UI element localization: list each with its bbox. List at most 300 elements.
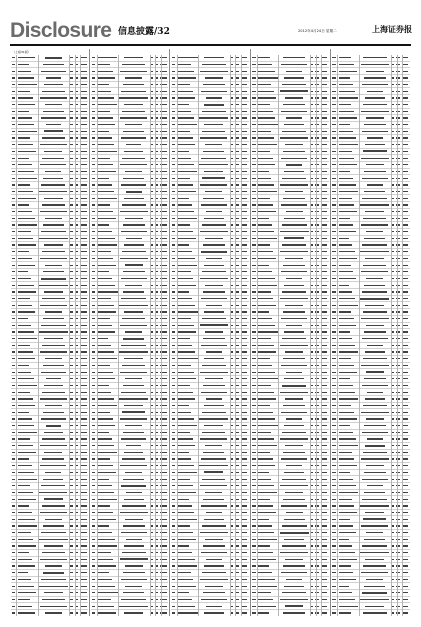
table-cell: [364, 124, 386, 125]
table-cell: [281, 505, 308, 506]
table-cell: [155, 158, 158, 159]
table-cell: [321, 358, 327, 359]
table-cell: [396, 499, 399, 500]
table-cell: [321, 405, 327, 406]
table-cell: [69, 532, 72, 533]
table-cell: [391, 104, 394, 105]
table-cell: [321, 452, 327, 453]
table-cell: [160, 77, 166, 78]
table-cell: [258, 211, 275, 212]
table-cell: [69, 137, 72, 138]
table-cell: [339, 465, 357, 466]
table-cell: [178, 311, 197, 312]
table-cell: [12, 438, 15, 439]
table-cell: [160, 499, 166, 500]
table-cell: [155, 184, 158, 185]
table-cell: [332, 57, 335, 58]
table-cell: [150, 238, 153, 239]
table-cell: [339, 198, 352, 199]
table-cell: [203, 452, 224, 453]
table-cell: [172, 458, 175, 459]
table-cell: [75, 539, 78, 540]
table-cell: [150, 251, 153, 252]
table-cell: [235, 432, 238, 433]
table-cell: [310, 124, 313, 125]
table-cell: [150, 552, 153, 553]
table-cell: [241, 445, 247, 446]
table-cell: [310, 144, 313, 145]
table-cell: [41, 579, 66, 580]
table-cell: [80, 438, 86, 439]
table-row: [91, 102, 168, 109]
table-row: [11, 309, 88, 316]
table-cell: [150, 572, 153, 573]
table-cell: [92, 378, 95, 379]
table-cell: [12, 211, 15, 212]
table-cell: [12, 358, 15, 359]
table-cell: [200, 278, 228, 279]
table-cell: [396, 592, 399, 593]
table-row: [332, 316, 410, 323]
table-cell: [150, 224, 153, 225]
table-cell: [235, 372, 238, 373]
table-cell: [258, 64, 272, 65]
table-cell: [12, 178, 15, 179]
table-cell: [315, 244, 318, 245]
table-row: [252, 336, 329, 343]
table-cell: [396, 438, 399, 439]
table-cell: [391, 111, 394, 112]
table-cell: [123, 84, 144, 85]
table-cell: [321, 472, 327, 473]
table-cell: [98, 492, 114, 493]
table-cell: [69, 224, 72, 225]
table-row: [171, 463, 248, 470]
table-cell: [332, 432, 335, 433]
table-row: [332, 470, 410, 477]
table-cell: [92, 285, 95, 286]
table-cell: [315, 117, 318, 118]
table-cell: [332, 358, 335, 359]
table-cell: [252, 492, 255, 493]
table-cell: [280, 231, 309, 232]
table-cell: [206, 559, 222, 560]
table-cell: [150, 198, 153, 199]
table-row: [11, 229, 88, 236]
table-row: [11, 503, 88, 510]
table-cell: [361, 412, 389, 413]
table-row: [332, 530, 410, 537]
table-cell: [122, 251, 146, 252]
table-row: [91, 610, 168, 616]
table-cell: [80, 151, 86, 152]
table-cell: [321, 191, 327, 192]
table-row: [91, 316, 168, 323]
table-cell: [69, 131, 72, 132]
table-cell: [339, 385, 353, 386]
table-row: [11, 577, 88, 584]
table-cell: [12, 565, 15, 566]
table-cell: [150, 452, 153, 453]
table-cell: [92, 131, 95, 132]
table-cell: [252, 91, 255, 92]
table-cell: [12, 552, 15, 553]
table-row: [91, 149, 168, 156]
table-row: [11, 262, 88, 269]
table-row: [332, 75, 410, 82]
table-cell: [98, 572, 109, 573]
table-cell: [315, 559, 318, 560]
table-cell: [155, 432, 158, 433]
table-cell: [160, 492, 166, 493]
table-row: [252, 583, 329, 590]
table-cell: [122, 365, 145, 366]
table-cell: [12, 345, 15, 346]
table-cell: [310, 331, 313, 332]
table-row: [171, 296, 248, 303]
table-cell: [75, 258, 78, 259]
table-row: [91, 129, 168, 136]
table-row: [332, 296, 410, 303]
table-cell: [172, 325, 175, 326]
table-cell: [172, 204, 175, 205]
table-cell: [172, 71, 175, 72]
table-cell: [258, 198, 270, 199]
table-cell: [205, 191, 222, 192]
table-cell: [315, 178, 318, 179]
table-cell: [286, 71, 302, 72]
table-cell: [92, 512, 95, 513]
table-cell: [258, 57, 269, 58]
table-row: [91, 530, 168, 537]
table-row: [171, 236, 248, 243]
table-cell: [282, 545, 305, 546]
table-cell: [75, 398, 78, 399]
table-cell: [321, 84, 327, 85]
table-cell: [150, 479, 153, 480]
table-cell: [92, 472, 95, 473]
table-cell: [315, 579, 318, 580]
table-cell: [160, 365, 166, 366]
table-cell: [155, 164, 158, 165]
table-cell: [80, 158, 86, 159]
table-cell: [155, 418, 158, 419]
table-row: [91, 142, 168, 149]
table-row: [171, 476, 248, 483]
table-cell: [315, 452, 318, 453]
table-row: [11, 209, 88, 216]
table-cell: [200, 372, 228, 373]
table-cell: [252, 532, 255, 533]
table-cell: [391, 331, 394, 332]
table-cell: [241, 405, 247, 406]
table-cell: [280, 137, 308, 138]
table-cell: [365, 445, 385, 447]
table-cell: [124, 104, 143, 105]
table-cell: [92, 164, 95, 165]
table-cell: [12, 398, 15, 399]
table-cell: [92, 505, 95, 506]
table-cell: [150, 592, 153, 593]
table-cell: [391, 97, 394, 98]
table-cell: [92, 351, 95, 352]
table-cell: [286, 512, 303, 513]
table-cell: [98, 358, 117, 359]
table-cell: [160, 171, 166, 172]
table-cell: [172, 592, 175, 593]
table-cell: [121, 599, 145, 600]
table-cell: [69, 311, 72, 312]
table-cell: [18, 251, 30, 252]
table-cell: [310, 104, 313, 105]
table-cell: [339, 251, 355, 252]
table-cell: [391, 291, 394, 292]
table-cell: [258, 117, 275, 118]
table-cell: [178, 171, 197, 172]
table-cell: [92, 184, 95, 185]
table-row: [11, 476, 88, 483]
table-cell: [391, 345, 394, 346]
table-row: [252, 557, 329, 564]
table-cell: [235, 592, 238, 593]
table-row: [252, 236, 329, 243]
table-cell: [258, 77, 277, 78]
table-cell: [45, 265, 62, 266]
table-cell: [69, 305, 72, 306]
table-cell: [206, 211, 221, 212]
table-cell: [241, 532, 247, 533]
table-cell: [310, 572, 313, 573]
table-cell: [160, 579, 166, 580]
table-cell: [172, 452, 175, 453]
table-cell: [321, 71, 327, 72]
table-cell: [69, 104, 72, 105]
table-cell: [332, 532, 335, 533]
table-row: [11, 603, 88, 610]
table-cell: [252, 559, 255, 560]
table-cell: [39, 492, 67, 493]
table-cell: [204, 57, 224, 58]
table-cell: [235, 91, 238, 92]
table-cell: [283, 57, 305, 58]
table-row: [252, 95, 329, 102]
table-row: [332, 68, 410, 75]
table-cell: [321, 97, 327, 98]
table-cell: [362, 385, 388, 386]
table-cell: [391, 238, 394, 239]
table-cell: [69, 398, 72, 399]
table-cell: [69, 552, 72, 553]
table-cell: [332, 265, 335, 266]
table-cell: [120, 512, 148, 513]
table-cell: [396, 305, 399, 306]
table-cell: [92, 579, 95, 580]
table-cell: [18, 305, 33, 306]
table-row: [252, 182, 329, 189]
table-cell: [230, 505, 233, 506]
table-cell: [252, 438, 255, 439]
table-cell: [178, 224, 190, 225]
table-cell: [206, 512, 221, 513]
table-cell: [178, 372, 194, 373]
table-cell: [235, 298, 238, 299]
table-cell: [315, 365, 318, 366]
table-cell: [391, 572, 394, 573]
table-cell: [252, 111, 255, 112]
table-cell: [252, 525, 255, 526]
table-cell: [98, 565, 116, 566]
table-cell: [310, 265, 313, 266]
table-cell: [172, 265, 175, 266]
table-cell: [235, 164, 238, 165]
table-cell: [98, 71, 113, 72]
table-cell: [41, 184, 65, 185]
table-cell: [310, 151, 313, 152]
table-cell: [391, 385, 394, 386]
table-cell: [69, 358, 72, 359]
table-row: [332, 323, 410, 330]
table-cell: [391, 258, 394, 259]
table-cell: [321, 345, 327, 346]
table-row: [171, 282, 248, 289]
table-cell: [321, 592, 327, 593]
table-cell: [80, 325, 86, 326]
table-cell: [402, 91, 408, 92]
table-cell: [46, 124, 62, 125]
table-cell: [150, 178, 153, 179]
table-cell: [258, 378, 277, 379]
table-cell: [402, 345, 408, 346]
table-cell: [241, 137, 247, 138]
table-cell: [332, 298, 335, 299]
table-cell: [321, 425, 327, 426]
table-cell: [42, 552, 65, 553]
table-row: [91, 155, 168, 162]
table-cell: [396, 291, 399, 292]
table-cell: [12, 137, 15, 138]
table-cell: [280, 552, 307, 553]
table-cell: [160, 445, 166, 446]
table-cell: [282, 592, 305, 593]
table-cell: [98, 458, 110, 459]
table-cell: [391, 499, 394, 500]
table-cell: [172, 258, 175, 259]
table-cell: [205, 378, 224, 379]
table-cell: [172, 271, 175, 272]
table-cell: [332, 204, 335, 205]
table-row: [11, 289, 88, 296]
table-cell: [363, 452, 387, 453]
table-cell: [155, 265, 158, 266]
table-cell: [364, 331, 386, 332]
table-cell: [69, 565, 72, 566]
table-cell: [160, 71, 166, 72]
table-cell: [241, 358, 247, 359]
table-cell: [92, 499, 95, 500]
table-cell: [310, 204, 313, 205]
table-cell: [310, 291, 313, 292]
table-cell: [92, 271, 95, 272]
table-cell: [241, 458, 247, 459]
table-cell: [43, 111, 65, 112]
table-cell: [178, 445, 195, 446]
table-cell: [396, 204, 399, 205]
table-cell: [402, 525, 408, 526]
table-row: [11, 115, 88, 122]
table-cell: [391, 311, 394, 312]
table-row: [91, 396, 168, 403]
table-cell: [402, 298, 408, 299]
table-cell: [321, 198, 327, 199]
table-cell: [235, 525, 238, 526]
table-cell: [315, 465, 318, 466]
table-cell: [98, 519, 116, 520]
table-column-2: [90, 49, 170, 616]
table-cell: [178, 211, 194, 212]
table-cell: [69, 432, 72, 433]
table-cell: [18, 137, 30, 138]
table-row: [171, 102, 248, 109]
table-cell: [339, 586, 350, 587]
table-cell: [75, 565, 78, 566]
table-cell: [69, 251, 72, 252]
table-row: [252, 476, 329, 483]
table-cell: [205, 586, 223, 587]
table-cell: [252, 418, 255, 419]
table-cell: [391, 412, 394, 413]
table-cell: [150, 131, 153, 132]
table-cell: [339, 365, 354, 366]
table-cell: [122, 204, 146, 205]
table-cell: [321, 224, 327, 225]
table-cell: [75, 438, 78, 439]
table-row: [332, 543, 410, 550]
table-cell: [202, 131, 225, 132]
table-cell: [18, 465, 32, 466]
table-cell: [258, 331, 277, 332]
table-cell: [75, 91, 78, 92]
table-cell: [235, 398, 238, 399]
table-cell: [241, 385, 247, 386]
table-cell: [172, 318, 175, 319]
table-cell: [98, 271, 109, 272]
table-cell: [315, 191, 318, 192]
table-cell: [230, 244, 233, 245]
table-row: [171, 256, 248, 263]
table-row: [91, 583, 168, 590]
table-cell: [202, 479, 225, 480]
table-row: [91, 403, 168, 410]
table-cell: [172, 124, 175, 125]
table-row: [332, 249, 410, 256]
table-cell: [42, 251, 65, 252]
table-cell: [286, 579, 301, 580]
table-cell: [332, 144, 335, 145]
table-cell: [150, 405, 153, 406]
table-row: [252, 430, 329, 437]
table-cell: [12, 331, 15, 332]
table-cell: [18, 479, 37, 480]
table-cell: [172, 425, 175, 426]
table-cell: [235, 458, 238, 459]
table-cell: [241, 291, 247, 292]
table-cell: [18, 71, 32, 72]
table-cell: [18, 378, 34, 379]
table-cell: [18, 331, 34, 332]
table-cell: [119, 305, 147, 306]
table-cell: [315, 432, 318, 433]
table-cell: [155, 499, 158, 500]
